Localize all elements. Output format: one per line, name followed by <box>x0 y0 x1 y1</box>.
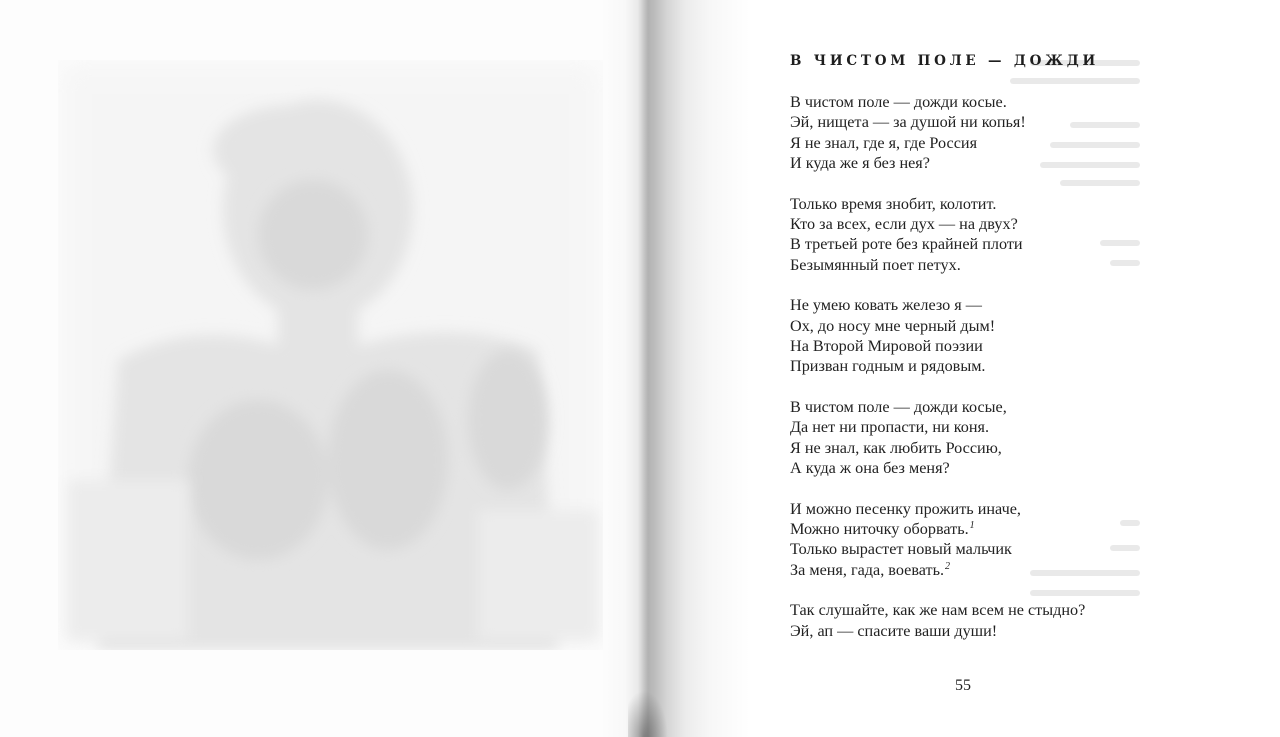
line-text: Только время знобит, колотит. <box>790 194 997 213</box>
stanza <box>790 194 1210 275</box>
line-text: Так слушайте, как же нам всем не стыдно? <box>790 601 1086 620</box>
poem-line <box>790 560 1210 580</box>
poem-line <box>790 519 1210 539</box>
line-text: Я не знал, где я, где Россия <box>790 133 978 152</box>
line-text: Я не знал, как любить Россию, <box>790 438 1002 457</box>
poem-line <box>790 214 1210 234</box>
poem-line <box>790 153 1210 173</box>
poem-body <box>790 92 1210 662</box>
page-number: 55 <box>955 677 971 694</box>
line-text: Кто за всех, если дух — на двух? <box>790 214 1018 233</box>
line-text: И можно песенку прожить иначе, <box>790 499 1021 518</box>
line-text: Да нет ни пропасти, ни коня. <box>790 418 989 437</box>
poem-title: В ЧИСТОМ ПОЛЕ — ДОЖДИ <box>790 53 1100 69</box>
poem-line <box>790 356 1210 376</box>
poem-line <box>790 336 1210 356</box>
line-text: Не умею ковать железо я — <box>790 296 982 315</box>
stanza <box>790 499 1210 580</box>
line-text: В чистом поле — дожди косые, <box>790 398 1007 417</box>
line-text: На Второй Мировой поэзии <box>790 336 983 355</box>
poem-line <box>790 112 1210 132</box>
stanza <box>790 600 1210 641</box>
line-text: В чистом поле — дожди косые. <box>790 93 1007 111</box>
poem-line <box>790 194 1210 214</box>
stanza <box>790 295 1210 376</box>
poem-line <box>790 600 1210 620</box>
poem-line <box>790 458 1210 478</box>
line-text: Призван годным и рядовым. <box>790 357 986 376</box>
poem-line <box>790 499 1210 519</box>
poem-line <box>790 417 1210 437</box>
line-text: Ох, до носу мне черный дым! <box>790 316 996 335</box>
poem-line <box>790 92 1210 112</box>
line-text: Безымянный поет петух. <box>790 255 961 274</box>
line-text: И куда же я без нея? <box>790 153 930 172</box>
poem-line <box>790 295 1210 315</box>
poem-line <box>790 539 1210 559</box>
footnote-marker: 2 <box>945 560 951 572</box>
line-text: Эй, нищета — за душой ни копья! <box>790 113 1026 132</box>
poem-line <box>790 438 1210 458</box>
poem-line <box>790 316 1210 336</box>
poem-line <box>790 255 1210 275</box>
line-text: Можно ниточку оборвать. <box>790 520 969 539</box>
poem-line <box>790 133 1210 153</box>
line-text: А куда ж она без меня? <box>790 458 950 477</box>
stanza <box>790 397 1210 478</box>
line-text: Только вырастет новый мальчик <box>790 540 1012 559</box>
line-text: В третьей роте без крайней плоти <box>790 235 1023 254</box>
poem-line <box>790 234 1210 254</box>
poem-line <box>790 621 1210 641</box>
line-text: За меня, гада, воевать. <box>790 560 945 579</box>
faded-portrait-illustration <box>58 60 603 650</box>
stanza <box>790 92 1210 173</box>
line-text: Эй, ап — спасите ваши души! <box>790 621 998 640</box>
poem-line <box>790 397 1210 417</box>
footnote-marker: 1 <box>969 520 975 532</box>
